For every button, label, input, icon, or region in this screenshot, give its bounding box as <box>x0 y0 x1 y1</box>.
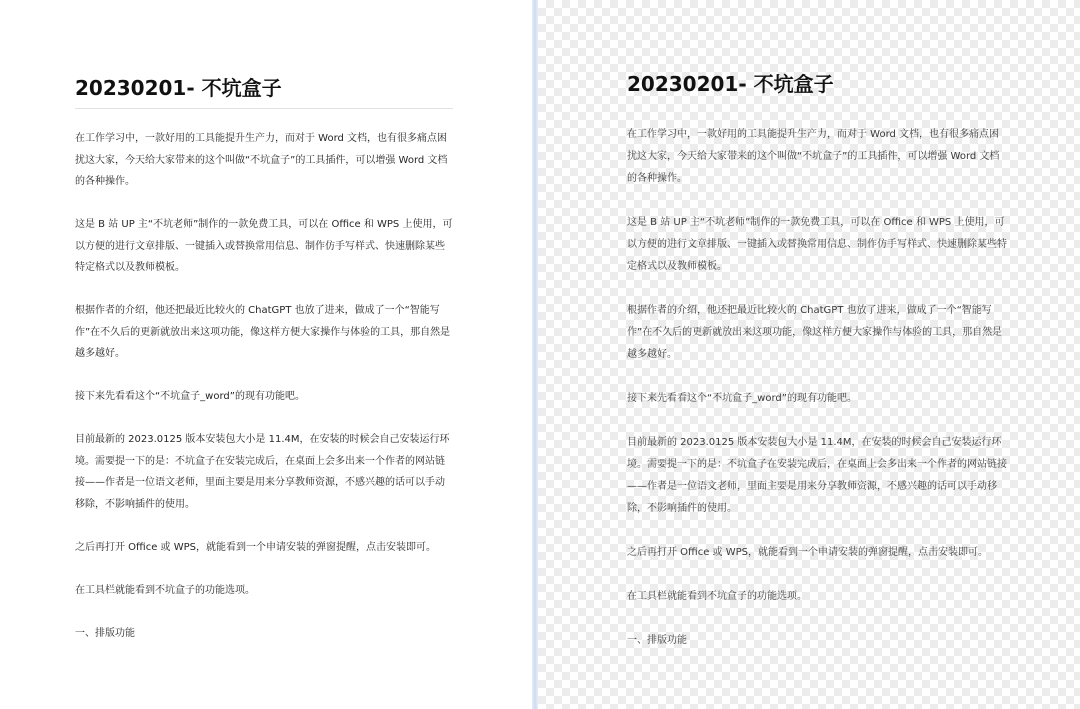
right-paragraph-features: 接下来先看看这个“不坑盒子_word”的现有功能吧。 <box>627 393 857 404</box>
right-paragraph-chatgpt: 根据作者的介绍，他还把最近比较火的 ChatGPT 也放了进来，做成了一个“智能写作”在不久后的更新就放出来这项功能，像这样方便大家操作与体验的工具，那自然是越多越好。 <box>627 305 1003 360</box>
left-document-body <box>75 74 453 644</box>
right-paragraph-version: 目前最新的 2023.0125 版本安装包大小是 11.4M，在安装的时候会自己安装运行环境。需要提一下的是：不坑盒子在安装完成后，在桌面上会多出来一个作者的网站链接——作者是一位语文老师，里面主要是用来分享教师资源，不感兴趣的话可以手动移除，不影响插件的使用。 <box>627 437 1007 514</box>
right-section-heading: 一、排版功能 <box>627 635 687 646</box>
left-document-page <box>0 0 532 709</box>
right-document-body <box>627 70 1007 652</box>
left-paragraph-chatgpt: 根据作者的介绍，他还把最近比较火的 ChatGPT 也放了进来，做成了一个“智能写作”在不久后的更新就放出来这项功能，像这样方便大家操作与体验的工具，那自然是越多越好。 <box>75 305 451 359</box>
left-section-heading: 一、排版功能 <box>75 627 135 639</box>
right-paragraph-about: 这是 B 站 UP 主“不坑老师”制作的一款免费工具，可以在 Office 和 WPS 上使用，可以方便的进行文章排版、一键插入或替换常用信息、制作仿手写样式、快速删除某些特定格式以及教师模板。 <box>627 217 1007 272</box>
left-paragraph-install: 之后再打开 Office 或 WPS，就能看到一个申请安装的弹窗提醒，点击安装即可。 <box>75 541 436 553</box>
right-paragraph-install: 之后再打开 Office 或 WPS，就能看到一个申请安装的弹窗提醒，点击安装即可。 <box>627 547 988 558</box>
right-document-page <box>538 0 1080 709</box>
left-paragraph-features: 接下来先看看这个“不坑盒子_word”的现有功能吧。 <box>75 391 305 402</box>
right-paragraph-intro: 在工作学习中，一款好用的工具能提升生产力，而对于 Word 文档，也有很多痛点困扰这大家，今天给大家带来的这个叫做“不坑盒子”的工具插件，可以增强 Word 文档的各种操作。 <box>627 129 1000 184</box>
right-document-title: 20230201- 不坑盒子 <box>627 72 834 96</box>
left-paragraph-toolbar: 在工具栏就能看到不坑盒子的功能选项。 <box>75 584 255 596</box>
right-paragraph-toolbar: 在工具栏就能看到不坑盒子的功能选项。 <box>627 591 807 602</box>
left-paragraph-about: 这是 B 站 UP 主“不坑老师”制作的一款免费工具，可以在 Office 和 WPS 上使用，可以方便的进行文章排版、一键插入或替换常用信息、制作仿手写样式、快速删除某些特定格式以及教师模板。 <box>75 219 453 273</box>
left-document-title: 20230201- 不坑盒子 <box>75 74 453 109</box>
left-paragraph-intro: 在工作学习中，一款好用的工具能提升生产力，而对于 Word 文档，也有很多痛点困扰这大家，今天给大家带来的这个叫做“不坑盒子”的工具插件，可以增强 Word 文档的各种操作。 <box>75 133 448 187</box>
left-paragraph-version: 目前最新的 2023.0125 版本安装包大小是 11.4M，在安装的时候会自己安装运行环境。需要提一下的是：不坑盒子在安装完成后，在桌面上会多出来一个作者的网站链接——作者是一位语文老师，里面主要是用来分享教师资源，不感兴趣的话可以手动移除，不影响插件的使用。 <box>75 434 450 510</box>
